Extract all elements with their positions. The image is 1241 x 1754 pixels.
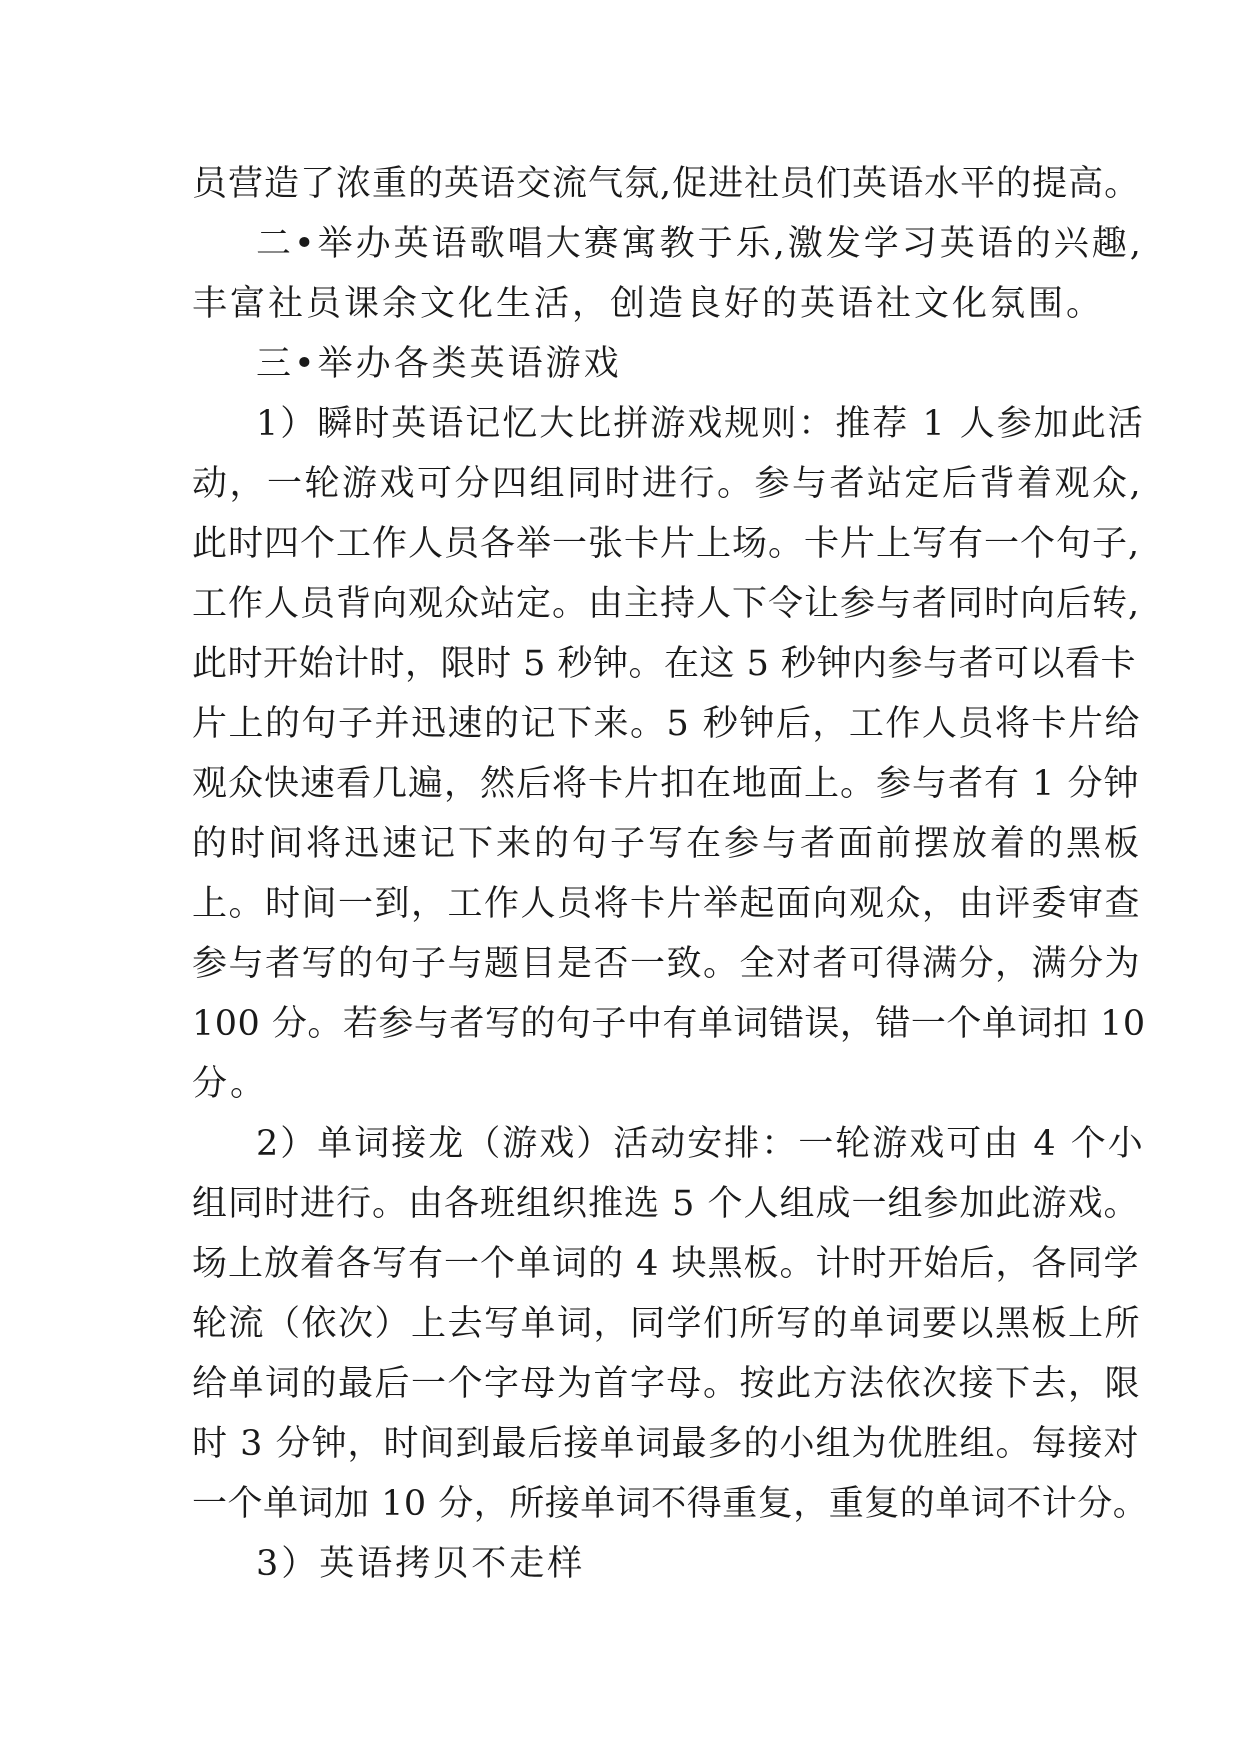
- text-line: 100 分。若参与者写的句子中有单词错误，错一个单词扣 10: [192, 1004, 1146, 1044]
- text-line: 1）瞬时英语记忆大比拼游戏规则：推荐 1 人参加此活: [256, 404, 1145, 444]
- text-line: 一个单词加 10 分，所接单词不得重复，重复的单词不计分。: [192, 1484, 1149, 1524]
- text-line: 丰富社员课余文化生活，创造良好的英语社文化氛围。: [192, 284, 1105, 324]
- text-line: 动，一轮游戏可分四组同时进行。参与者站定后背着观众,: [192, 464, 1144, 504]
- text-line: 上。时间一到，工作人员将卡片举起面向观众，由评委审查: [192, 884, 1142, 924]
- text-line: 时 3 分钟，时间到最后接单词最多的小组为优胜组。每接对: [192, 1424, 1140, 1464]
- text-line: 员营造了浓重的英语交流气氛,促进社员们英语水平的提高。: [192, 164, 1141, 204]
- text-line: 观众快速看几遍，然后将卡片扣在地面上。参与者有 1 分钟: [192, 764, 1140, 804]
- text-line: 分。: [192, 1064, 269, 1104]
- text-line: 此时四个工作人员各举一张卡片上场。卡片上写有一个句子,: [192, 524, 1141, 564]
- text-line: 的时间将迅速记下来的句子写在参与者面前摆放着的黑板: [192, 824, 1143, 864]
- text-line: 工作人员背向观众站定。由主持人下令让参与者同时向后转,: [192, 584, 1141, 624]
- text-line: 3）英语拷贝不走样: [256, 1544, 586, 1584]
- text-line: 此时开始计时，限时 5 秒钟。在这 5 秒钟内参与者可以看卡: [192, 644, 1137, 684]
- text-line: 给单词的最后一个字母为首字母。按此方法依次接下去，限: [192, 1364, 1142, 1404]
- text-line: 轮流（依次）上去写单词，同学们所写的单词要以黑板上所: [192, 1304, 1142, 1344]
- text-line: 2）单词接龙（游戏）活动安排：一轮游戏可由 4 个小: [256, 1124, 1145, 1164]
- text-line: 参与者写的句子与题目是否一致。全对者可得满分，满分为: [192, 944, 1142, 984]
- text-line: 片上的句子并迅速的记下来。5 秒钟后，工作人员将卡片给: [192, 704, 1141, 744]
- text-line: 组同时进行。由各班组织推选 5 个人组成一组参加此游戏。: [192, 1184, 1140, 1224]
- text-line: 场上放着各写有一个单词的 4 块黑板。计时开始后，各同学: [192, 1244, 1140, 1284]
- section-heading: 三•举办各类英语游戏: [256, 344, 622, 384]
- section-heading: 二•举办英语歌唱大赛寓教于乐,激发学习英语的兴趣,: [256, 224, 1144, 264]
